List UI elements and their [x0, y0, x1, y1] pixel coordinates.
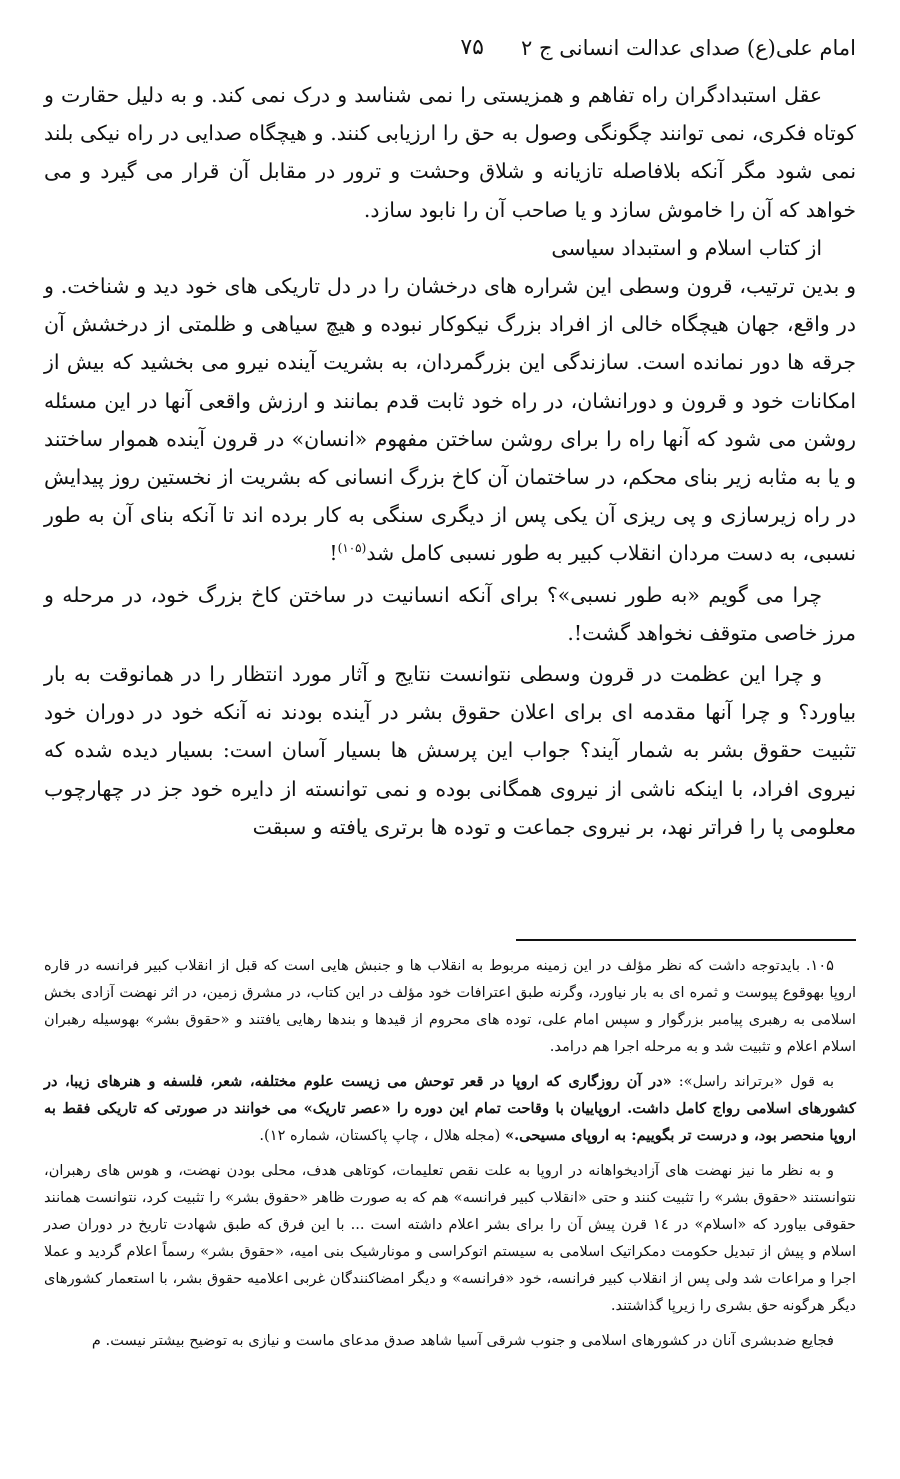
paragraph-2	[44, 267, 856, 573]
footnote-closing: فجایع ضدبشری آنان در کشورهای اسلامی و جنوب شرقی آسیا شاهد صدق مدعای ماست و نیازی به توضیح بیشتر نیست. م	[91, 1332, 834, 1349]
footnote-commentary: و به نظر ما نیز نهضت های آزادیخواهانه در اروپا به علت نقص تعلیمات، کوتاهی هدف، محلی بودن نهضت، و هوس های رهبران، نتوانستند «حقوق بشر» را تثبیت کنند و حتی «انقلاب کبیر فرانسه» هم که به صورت ظاهر «حقوق بشر» را تثبیت کرد، نتوانست همانند حقوقی بیاورد که «اسلام» در ۱٤ قرن پیش آن را برای بشر اعلام داشته است ... با این فرق که طبق شهادت تاریخ در دوران صدر اسلام و پیش از تبدیل حکومت دمکراتیک اسلامی به سیستم اتوکراسی و مونارشیک بنی امیه، «حقوق بشر» رسماً اعلام گردید و عملا اجرا و مراعات شد ولی پس از انقلاب کبیر فرانسه، خود «فرانسه» و دیگر امضاکنندگان غربی اعلامیه حقوق بشر، با استعمار کشورهای دیگر هرگونه حق بشری را زیرپا گذاشتند.	[44, 1162, 856, 1314]
paragraph-1: عقل استبدادگران راه تفاهم و همزیستی را نمی شناسد و درک نمی کند. و به دلیل حقارت و کوتاه فکری، نمی توانند چگونگی وصول به حق را ارزیابی کنند. و هیچگاه صدایی در راه نیکی بلند نمی شود مگر آنکه بلافاصله تازیانه و شلاق وحشت و ترور در مقابل آن قرار می گیرد و می خواهد که آن را خاموش سازد و یا صاحب آن را نابود سازد.	[44, 83, 856, 222]
quote-source: (مجله هلال ، چاپ پاکستان، شماره ۱۲).	[259, 1127, 505, 1144]
footnotes-section	[44, 952, 856, 1362]
paragraph-4: و چرا این عظمت در قرون وسطی نتوانست نتایج و آثار مورد انتظار را در همانوقت به بار بیاورد؟ و چرا آنها مقدمه ای برای اعلان حقوق بشر در آینده بودند نه آنکه خود در دوران خود تثبیت حقوق بشر به شمار آیند؟ جواب این پرسش ها بسیار آسان است: بسیار دیده شده که نیروی افراد، با اینکه ناشی از نیروی همگانی بوده و نمی توانسته از دایره خود جز در چهارچوب معلومی پا را فراتر نهد، بر نیروی جماعت و توده ها برتری یافته و سبقت	[44, 662, 856, 839]
main-text	[44, 76, 856, 846]
book-page	[44, 28, 856, 1479]
quote-text: «در آن روزگاری که اروپا در قعر توحش می زیست علوم مختلفه، شعر، فلسفه و هنرهای زیبا، در کشورهای اسلامی رواج کامل داشت. اروپاییان با وقاحت تمام این دوره را «عصر تاریک» می خوانند در صورتی که تاریکی فقط به اروپا منحصر بود، و درست تر بگوییم: به اروپای مسیحی.»	[44, 1073, 856, 1144]
footnote-russell-quote	[44, 1068, 856, 1149]
footnote-105: ۱۰۵. بایدتوجه داشت که نظر مؤلف در این زمینه مربوط به انقلاب ها و جنبش هایی است که قبل از انقلاب کبیر فرانسه در قاره اروپا بهوقوع پیوست و ثمره ای به بار نیاورد، وگرنه طبق اعترافات خود مؤلف در این کتاب، در مشرق زمین، در اثر نهضت آزادی بخش اسلامی به رهبری پیامبر بزرگوار و سپس امام علی، توده های محروم از قیدها و بندها رهایی یافتند و «حقوق بشر» بهوسیله رهبران اسلام اعلام و تثبیت شد و به مرحله اجرا هم درامد.	[44, 957, 856, 1055]
paragraph-3: چرا می گویم «به طور نسبی»؟ برای آنکه انسانیت در ساختن کاخ بزرگ خود، در مرحله و مرز خاصی متوقف نخواهد گشت!.	[44, 582, 856, 645]
footnote-reference: (۱۰۵)	[337, 541, 367, 556]
running-title: امام علی(ع) صدای عدالت انسانی ج ۲	[521, 36, 856, 60]
source-citation: از کتاب اسلام و استبداد سیاسی	[551, 235, 822, 260]
paragraph-2-end: !	[329, 541, 338, 566]
running-header	[44, 28, 856, 68]
footnote-divider	[516, 939, 856, 941]
quote-intro: به قول «برتراند راسل»:	[671, 1073, 834, 1090]
page-number: ۷۵	[460, 35, 484, 60]
paragraph-2-text: و بدین ترتیب، قرون وسطی این شراره های درخشان را در دل تاریکی های خود دید و شناخت. و در واقع، جهان هیچگاه خالی از افراد بزرگ نیکوکار نبوده و هیچ سیاهی و ظلمتی از درخشش آن جرقه ها دور نمانده است. سازندگی این بزرگمردان، به بشریت آینده نیرو می بخشید که بیش از امکانات خود و قرون و دورانشان، در راه خود ثابت قدم بمانند و ارزش واقعی آنها در این مسئله روشن می شود که آنها راه را برای روشن ساختن مفهوم «انسان» در قرون آینده هموار ساختند و یا به مثابه زیر بنای محکم، در ساختمان آن کاخ بزرگ انسانی که بشریت از نخستین روز پیدایش در راه زیرسازی و پی ریزی آن یکی پس از دیگری سنگی به کار برده اند تا آنکه بنای آن به طور نسبی، به دست مردان انقلاب کبیر به طور نسبی کامل شد	[44, 274, 856, 566]
